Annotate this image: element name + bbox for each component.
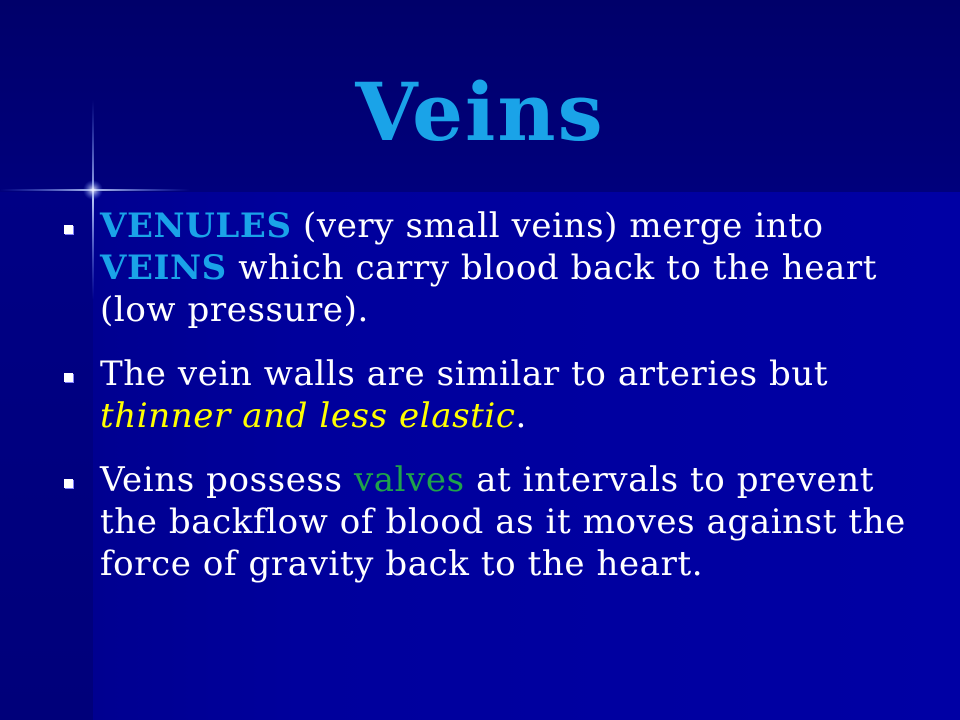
term-veins: VEINS	[100, 248, 227, 288]
bullet-list	[60, 205, 940, 607]
bullet-text	[100, 459, 940, 585]
text-segment: at intervals to prevent the backflow of blood as it moves against the force of gravity back to the heart.	[100, 460, 906, 584]
square-bullet-icon	[64, 373, 73, 382]
square-bullet-icon	[64, 225, 73, 234]
bullet-venules	[60, 205, 940, 331]
text-segment: .	[515, 396, 527, 436]
text-segment: The vein walls are similar to arteries but	[100, 354, 829, 394]
bullet-valves	[60, 459, 940, 585]
text-segment: Veins possess	[100, 460, 354, 500]
square-bullet-icon	[64, 479, 73, 488]
emphasis-valves: valves	[353, 460, 465, 500]
bullet-text	[100, 205, 940, 331]
emphasis-thinner: thinner and less elastic	[100, 396, 516, 436]
slide-title: Veins	[355, 65, 605, 159]
bullet-text	[100, 353, 940, 437]
text-segment: which carry blood back to the heart (low pressure).	[100, 248, 877, 330]
text-segment: (very small veins) merge into	[291, 206, 824, 246]
term-venules: VENULES	[100, 206, 292, 246]
bullet-vein-walls	[60, 353, 940, 437]
